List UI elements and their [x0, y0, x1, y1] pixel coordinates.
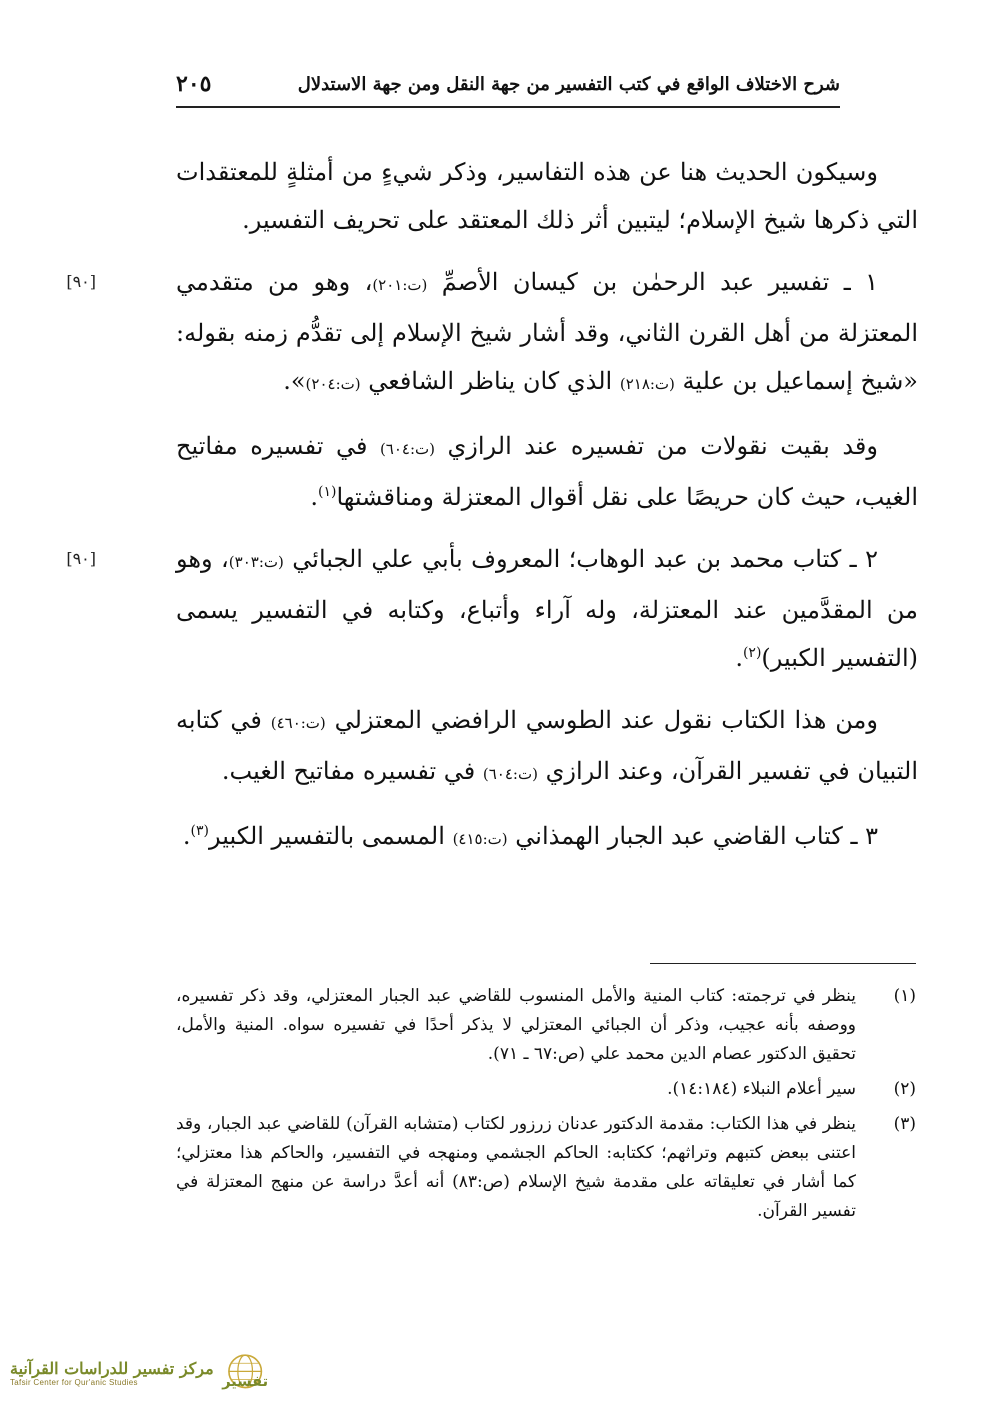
margin-reference: [٩٠] — [66, 549, 96, 568]
death-date: (ت:٦٠٤) — [482, 765, 538, 783]
footnote-separator — [650, 963, 916, 964]
text-segment: ». — [283, 367, 306, 395]
text-segment: ، وهو من متقدمي المعتزلة من أهل القرن الثاني، وقد أشار شيخ الإسلام إلى تقدُّم زمنه بقوله: «شيخ إسماعيل بن علية — [176, 268, 918, 395]
text-segment: في كتابه التبيان في تفسير القرآن، وعند الرازي — [176, 706, 918, 785]
footnote-text: سير أعلام النبلاء (١٤:١٨٤). — [667, 1079, 856, 1099]
emblem-word: تفسير — [221, 1372, 268, 1390]
text-segment: ومن هذا الكتاب نقول عند الطوسي الرافضي المعتزلي — [334, 706, 878, 734]
text-segment: ٣ ـ كتاب القاضي عبد الجبار الهمذاني — [515, 822, 878, 850]
paragraph-intro: وسيكون الحديث هنا عن هذه التفاسير، وذكر شيءٍ من أمثلةٍ للمعتقدات التي ذكرها شيخ الإسلام؛ ليتبين أثر ذلك المعتقد على تحريف التفسير. — [176, 158, 918, 234]
text-segment: في تفسيره مفاتيح الغيب، حيث كان حريصًا على نقل أقوال المعتزلة ومناقشتها — [176, 432, 918, 511]
footnote-marker[interactable]: (٢) — [742, 645, 762, 661]
footnote-text: ينظر في هذا الكتاب: مقدمة الدكتور عدنان زرزور لكتاب (متشابه القرآن) للقاضي عبد الجبار، وقد اعتنى ببعض كتبهم وتراثهم؛ ككتابه: الحاكم الجشمي ومنهجه في التفسير، والحاكم هذا معتزلي؛ كما أشار في تعليقاته على مقدمة شيخ الإسلام (ص:٨٣) أنه أعدَّ دراسة عن منهج المعتزلة في تفسير القرآن. — [176, 1114, 857, 1221]
paragraph-tusi — [176, 696, 918, 798]
footnote-3 — [176, 1110, 916, 1226]
footnote-marker[interactable]: (٣) — [190, 823, 209, 839]
death-date: (ت:٣٠٣) — [228, 553, 284, 571]
paragraph-item-1 — [66, 258, 918, 408]
text-segment: ١ ـ تفسير عبد الرحمٰن بن كيسان الأصمِّ — [441, 268, 878, 296]
text-segment: ، وهو من المقدَّمين عند المعتزلة، وله آراء وأتباع، وكتابه في التفسير يسمى (التفسير الكبير) — [176, 545, 918, 672]
death-date: (ت:٤١٥) — [452, 830, 508, 848]
footnote-marker[interactable]: (١) — [317, 484, 337, 500]
footnote-number: (١) — [893, 986, 916, 1006]
footnote-number: (٢) — [893, 1079, 916, 1099]
text-segment: . — [182, 822, 191, 850]
paragraph-item-3 — [176, 812, 918, 863]
text-segment: الذي كان يناظر الشافعي — [368, 367, 613, 395]
footnote-text: ينظر في ترجمته: كتاب المنية والأمل المنسوب للقاضي عبد الجبار المعتزلي، وقد ذكر تفسيره، ووصفه بأنه عجيب، وذكر أن الجبائي المعتزلي لا يذكر أحدًا في تفسيره سواه. المنية والأمل، تحقيق الدكتور عصام الدين محمد علي (ص:٦٧ ـ ٧١). — [176, 986, 856, 1064]
death-date: (ت:٦٠٤) — [379, 440, 435, 458]
margin-reference: [٩٠] — [66, 272, 96, 291]
page-number: ٢٠٥ — [176, 71, 212, 97]
text-segment: . — [310, 483, 318, 511]
death-date: (ت:٢٠٤) — [305, 375, 361, 393]
death-date: (ت:٢١٨) — [619, 375, 675, 393]
death-date: (ت:٢٠١) — [372, 276, 428, 294]
globe-emblem-icon — [220, 1345, 270, 1401]
text-segment: وقد بقيت نقولات من تفسيره عند الرازي — [447, 432, 878, 460]
text-segment: في تفسيره مفاتيح الغيب. — [221, 757, 476, 785]
footnotes — [176, 982, 916, 1232]
logo-wordmark — [10, 1359, 214, 1387]
main-text — [66, 148, 918, 877]
logo-arabic-name: مركز تفسير للدراسات القرآنية — [10, 1359, 214, 1378]
text-segment: ٢ ـ كتاب محمد بن عبد الوهاب؛ المعروف بأبي علي الجبائي — [292, 545, 878, 573]
running-header — [176, 62, 840, 108]
header-title: شرح الاختلاف الواقع في كتب التفسير من جهة النقل ومن جهة الاستدلال — [297, 73, 840, 95]
logo-english-name: Tafsir Center for Qur'anic Studies — [10, 1378, 138, 1387]
tafsir-center-logo — [10, 1345, 270, 1401]
footnote-number: (٣) — [893, 1114, 916, 1134]
text-segment: المسمى بالتفسير الكبير — [208, 822, 445, 850]
text-segment: . — [735, 644, 743, 672]
death-date: (ت:٤٦٠) — [270, 714, 326, 732]
footnote-1 — [176, 982, 916, 1069]
paragraph-item-2 — [66, 535, 918, 682]
footnote-2 — [176, 1075, 916, 1104]
paragraph-razi — [176, 422, 918, 521]
